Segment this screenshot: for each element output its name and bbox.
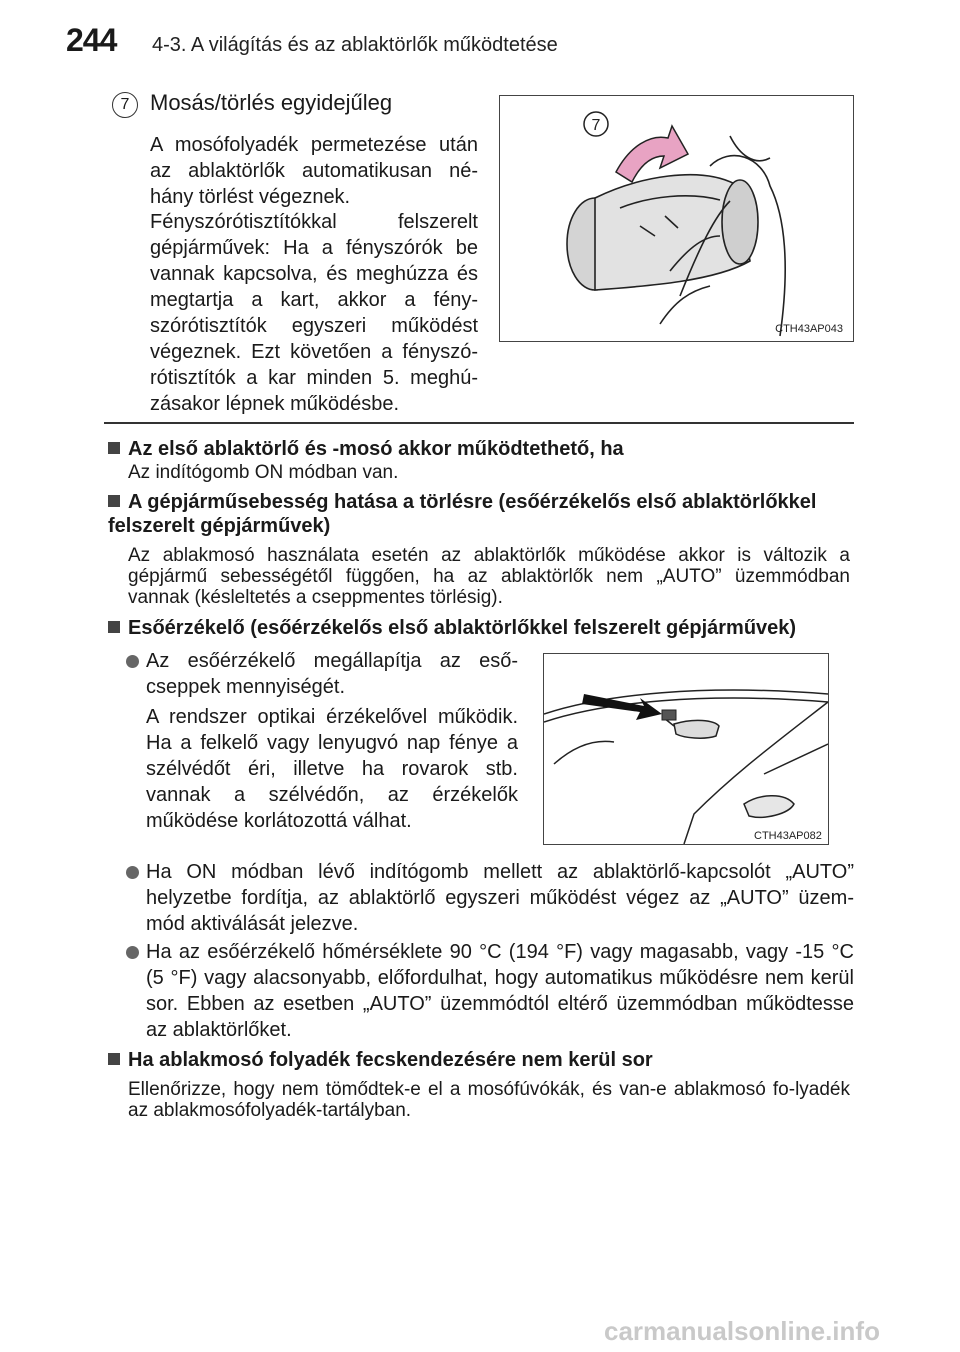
step-heading: Mosás/törlés egyidejűleg: [150, 90, 393, 115]
section-divider: [104, 422, 854, 424]
step-paragraph-2: Fényszórótisztítókkal felszerelt gépjárművek: Ha a fényszórók be vannak kapcsolva, és meghúzza és megtartja a kart, akkor a fény-szórótisztítók egyszeri működést végeznek. Ezt követően a fényszó-rótisztítók a kar minden 5. meghú-zásakor lépnek működésbe.: [150, 211, 478, 415]
round-bullet-icon: [126, 866, 139, 879]
figure-caption: CTH43AP082: [754, 830, 822, 842]
section-3-heading: Esőérzékelő (esőérzékelős első ablaktörlőkkel felszerelt gépjárművek): [108, 616, 858, 640]
rain-sensor-figure: [543, 653, 829, 845]
bullet-1-text: Az esőérzékelő megállapítja az eső-cseppek mennyiségét.: [146, 650, 518, 698]
bullet-1-extra: A rendszer optikai érzékelővel működik. Ha a felkelő vagy lenyugvó nap fénye a szélvédőt éri, illetve ha rovarok stb. vannak a szélvédőn, az érzékelők működése korlátozottá válhat.: [146, 706, 518, 832]
sensor-pointer-arrow-icon: [582, 694, 662, 720]
side-mirror: [744, 796, 794, 818]
lever-stalk-end: [722, 180, 758, 264]
figure-caption: CTH43AP043: [775, 323, 843, 335]
section-1-text: Az indítógomb ON módban van.: [128, 462, 399, 483]
round-bullet-icon: [126, 655, 139, 668]
callout-number: 7: [591, 117, 601, 134]
section-4-heading: Ha ablakmosó folyadék fecskendezésére nem kerül sor: [108, 1048, 858, 1072]
bullet-2-text: Ha ON módban lévő indítógomb mellett az ablaktörlő-kapcsolót „AUTO” helyzetbe fordítja, az ablaktörlő egyszeri működést végez az „AUTO” üzem-mód aktiválását jelezve.: [146, 861, 854, 935]
section-2-heading: A gépjárműsebesség hatása a törlésre (esőérzékelős első ablaktörlőkkel felszerelt gépjárművek): [108, 491, 817, 537]
windshield-illustration: [544, 654, 828, 844]
wiper-lever-figure: [499, 95, 854, 342]
section-title: 4-3. A világítás és az ablaktörlők működtetése: [152, 34, 558, 56]
rear-view-mirror: [674, 720, 719, 738]
pull-arrow-icon: [616, 126, 688, 182]
site-watermark: carmanualsonline.info: [604, 1316, 880, 1346]
bullet-3-text: Ha az esőérzékelő hőmérséklete 90 °C (194 °F) vagy magasabb, vagy -15 °C (5 °F) vagy alacsonyabb, előfordulhat, hogy automatikus működésre nem kerül sor. Ebben az esetben „AUTO” üzemmódtól eltérő üzemmódban működtesse az ablaktörlőket.: [146, 941, 854, 1041]
section-1-heading: Az első ablaktörlő és -mosó akkor működtethető, ha: [108, 437, 858, 461]
square-bullet-icon: [108, 442, 120, 454]
mirror-outline: [554, 741, 614, 764]
step-number-badge: 7: [112, 92, 138, 118]
round-bullet-icon: [126, 946, 139, 959]
square-bullet-icon: [108, 495, 120, 507]
page-number: 244: [66, 22, 117, 58]
step-paragraph-1: A mosófolyadék permetezése után az ablaktörlők automatikusan né-hány törlést végeznek.: [150, 134, 478, 208]
wiper-lever-illustration: [500, 96, 853, 341]
section-2-text: Az ablakmosó használata esetén az ablaktörlők működése akkor is változik a gépjármű sebességétől függően, ha az ablaktörlők nem „AUTO” üzemmódban vannak (késleltetés a cseppmentes törlésig).: [128, 545, 850, 608]
section-4-text: Ellenőrizze, hogy nem tömődtek-e el a mosófúvókák, és van-e ablakmosó fo-lyadék az ablakmosófolyadék-tartályban.: [128, 1079, 850, 1121]
square-bullet-icon: [108, 1053, 120, 1065]
rain-sensor-icon: [662, 710, 676, 720]
square-bullet-icon: [108, 621, 120, 633]
